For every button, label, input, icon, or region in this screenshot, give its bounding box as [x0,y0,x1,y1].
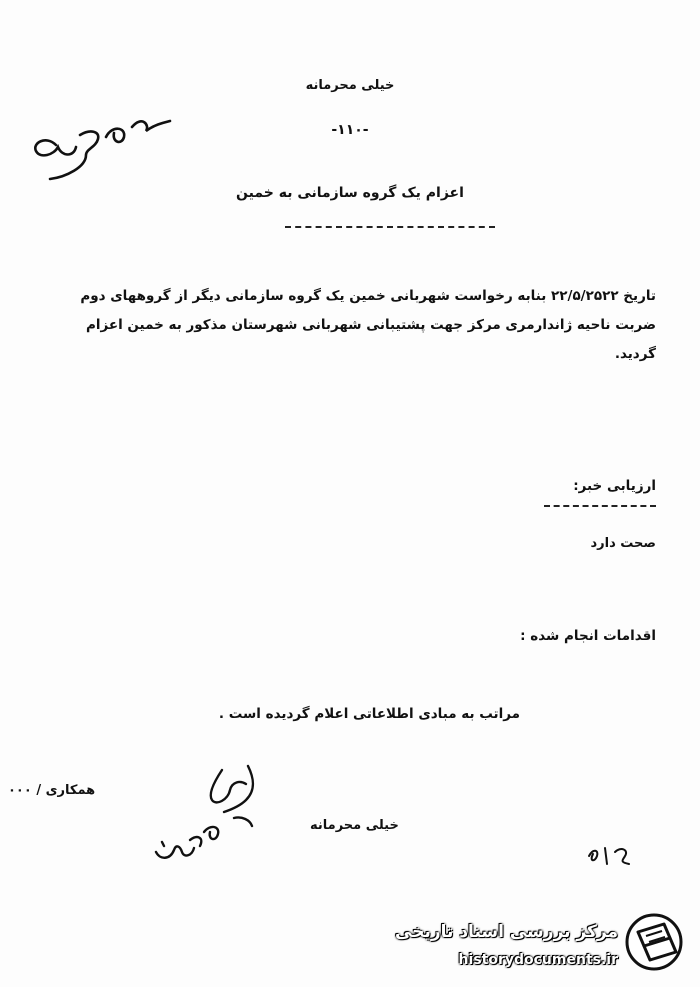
archive-watermark [395,912,690,980]
subject-underline [285,226,495,228]
document-subject: اعزام یک گروه سازمانی به خمین [236,185,464,201]
watermark-url: historydocuments.ir [458,952,618,968]
archive-logo-icon [624,912,684,972]
classification-header: خیلی محرمانه [305,78,395,93]
body-line-3: گردید. [614,346,656,362]
evaluation-underline [544,505,656,507]
evaluation-label: ارزیابی خبر: [573,478,656,494]
actions-taken-label: اقدامات انجام شده : [520,628,656,644]
cooperation-note: همکاری / ۰۰۰ [8,783,96,798]
document-number: -۱۱۰- [331,122,369,138]
closing-line: مراتب به مبادی اطلاعاتی اعلام گردیده است . [218,706,520,722]
handwritten-annotation-top [28,105,178,189]
document-body [36,282,656,369]
evaluation-value: صحت دارد [590,536,656,551]
body-line-2: ضربت ناحیه ژاندارمری مرکز جهت پشتیبانی شهربانی شهرستان مذکور به خمین اعزام [85,317,656,333]
classification-footer: خیلی محرمانه [310,818,399,833]
body-line-1: تاریخ ۲۲/۵/۲۵۲۲ بنابه رخواست شهربانی خمین یک گروه سازمانی دیگر از گروههای دوم [80,288,656,304]
handwritten-annotation-right [585,842,635,876]
watermark-title: مرکز بررسی اسناد تاریخی [395,922,618,942]
handwritten-signature [150,760,280,874]
